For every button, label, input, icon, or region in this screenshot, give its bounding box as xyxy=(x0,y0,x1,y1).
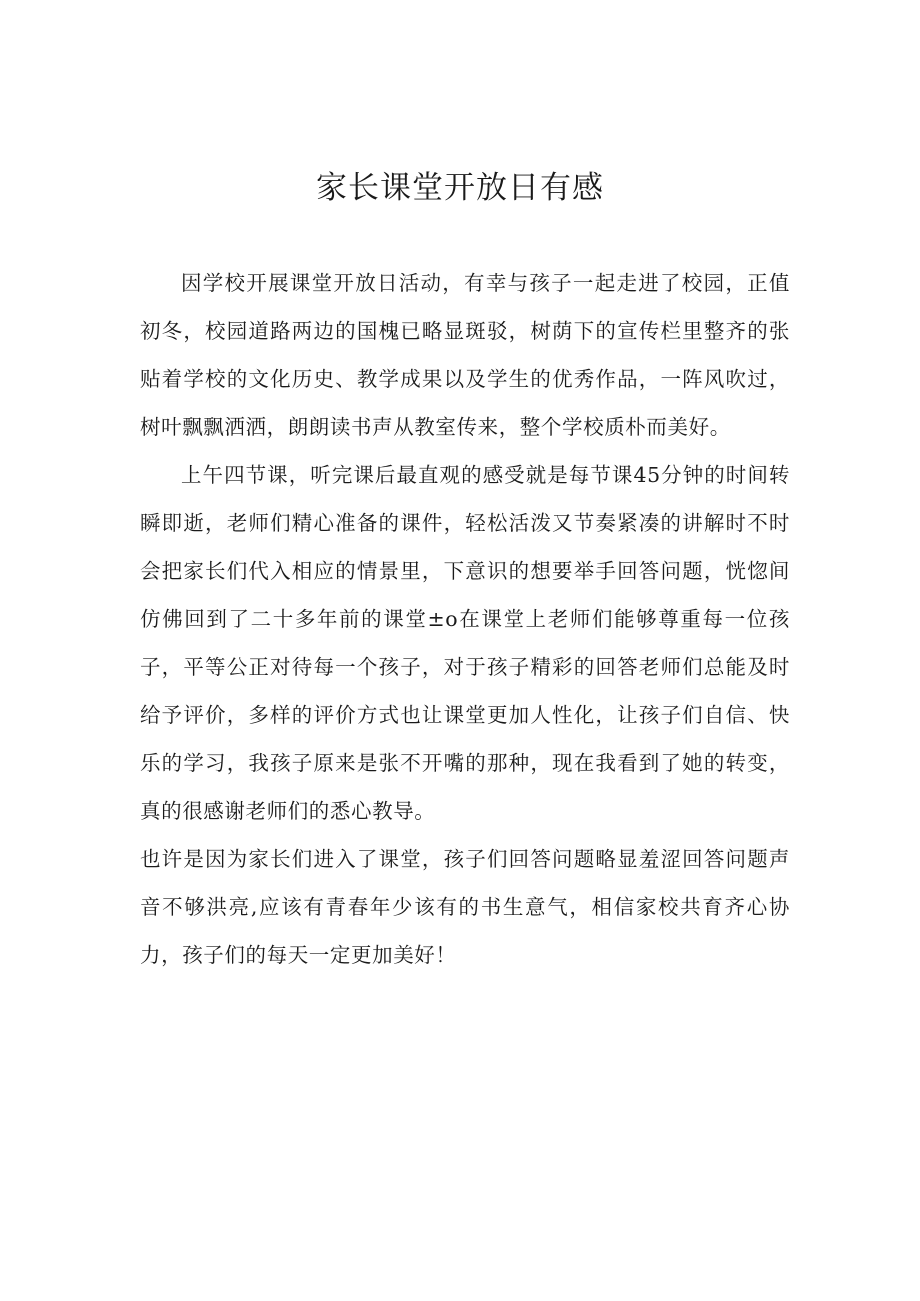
document-title: 家长课堂开放日有感 xyxy=(316,170,604,206)
document-body xyxy=(140,259,790,979)
paragraph-2: 上午四节课，听完课后最直观的感受就是每节课45分钟的时间转瞬即逝，老师们精心准备的课件，轻松活泼又节奏紧凑的讲解时不时会把家长们代入相应的情景里，下意识的想要举手回答问题，恍惚间仿佛回到了二十多年前的课堂±o在课堂上老师们能够尊重每一位孩子，平等公正对待每一个孩子，对于孩子精彩的回答老师们总能及时给予评价，多样的评价方式也让课堂更加人性化，让孩子们自信、快乐的学习，我孩子原来是张不开嘴的那种，现在我看到了她的转变，真的很感谢老师们的悉心教导。 xyxy=(140,463,790,823)
paragraph-3: 也许是因为家长们进入了课堂，孩子们回答问题略显羞涩回答问题声音不够洪亮,应该有青春年少该有的书生意气，相信家校共育齐心协力，孩子们的每天一定更加美好！ xyxy=(140,847,790,967)
paragraph-1: 因学校开展课堂开放日活动，有幸与孩子一起走进了校园，正值初冬，校园道路两边的国槐已略显斑驳，树荫下的宣传栏里整齐的张贴着学校的文化历史、教学成果以及学生的优秀作品，一阵风吹过，树叶飘飘洒洒，朗朗读书声从教室传来，整个学校质朴而美好。 xyxy=(140,271,790,439)
